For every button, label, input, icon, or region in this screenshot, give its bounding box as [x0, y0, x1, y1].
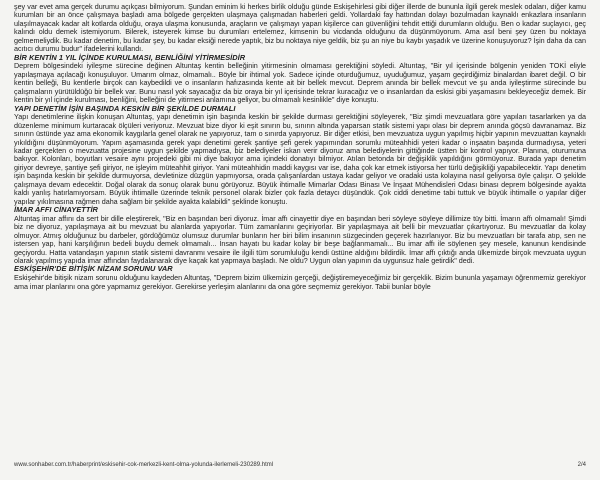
section-heading-1: BİR KENTİN 1 YIL İÇİNDE KURULMASI, BENLİĞİNİ YİTİRMESİDİR [14, 52, 246, 62]
section-heading-4: ESKİŞEHİR'DE BİTİŞİK NİZAM SORUNU VAR [14, 264, 173, 274]
section-1-paragraph: Deprem bölgesindeki iyileşme sürecine değinen Altuntaş kentin belleğinin yitirmesinin olmaması gerektiğini söyledi. Altuntaş, "Bir yıl içerisinde bölgenin yeniden TOKİ eliyle yapılaşmaya açılacağı konuşuluyor. Umarım olmaz, olmamalı.. Böyle bir ihtimal yok. Sadece içinde oturduğumuz, uyuduğumuz, yaşam geçirdiğimiz binalardan ibaret değil. O bir kentin belleği, Bu kentlerle birçok can kaybedildi ve o insanların hafızasında kente ait bir bellek mevcut. Deprem anında bir bellek mevcut ve şu anda iyileştirme sürecinde bu çalışmaların yürütüldüğü bir bellek var. Bunu nasıl yok sayacağız da biz oraya bir yıl içerisinde tekrar kuracağız ve o insanlardan da eskisi gibi yaşamasını bekleyeceğiz demek. Bir kentin bir yıl içinde kurulması, benliğini, belleğini de yitirmesi anlamına geliyor, bu olmamalı kesinlikle" diye konuştu. [14, 61, 586, 105]
footer-page-number: 2/4 [577, 462, 586, 468]
article-body [14, 3, 586, 291]
section-4-paragraph: Eskişehir'de bitişik nizam sorunu olduğunu kaydeden Altuntaş, "Deprem bizim ülkemizin gerçeği, değiştiremeyeceğimiz bir gerçeklik. Bizim bununla yaşamayı öğrenmemiz gerekiyor ama imar planlarını ona göre yapmamız gerekiyor. Gerekirse yerleşim alanlarını da ona göre seçmemiz gerekiyor. Tabii bunlar böyle [14, 273, 586, 291]
section-2-paragraph: Yapı denetimlerine ilişkin konuşan Altuntaş, yapı denetimin işin başında keskin bir şekilde durması gerektiğini söyleyerek, "Biz şimdi mevzuatlara göre yapıları tasarlarken ya da düzenleme minimum kurtaracak ölçüleri veriyoruz. Mevzuat bize diyor ki eşit sınırın bu, sınırın altında yaparsan statik sistemi yapı olası bir deprem anında göçsü davranamaz. Biz sınırın üstünde yaz ama ekonomik kaygılarla genel olarak ne yapıyoruz, tam o sınırda yapıyoruz. Bir diğer etkisi, ben mevzuatıza uygun yapılmış hiçbir yapının mevzuattan kaynaklı yıkıldığını düşünmüyorum. Yapım aşamasında gerek yapı denetimi gerek şantiye şefi gerek yapımından sorumlu müteahhidi yeteri kadar o inşaatın başında durmadıysa, yeteri kadar gerçekten o mevzuatta projesine uygun şekilde yapmadıysa, biz belediyeler iskan verir diyoruz ama belediyelerin gittiğinde üstten bir kontrol yapıyor. Planına, oturumuna bakıyor. Kolonları, boyutları vesaire aynı projedeki gibi mi diye bakıyor ama içindeki donatıyı bilmiyor. Atılan betonda bir değişiklik yapıldığını görmüyoruz. Burada yapı denetim giriyor devreye, şantiye şefi giriyor, ne işleyim müteahhit giriyor. Yani müteahhidin maddi kaygısı var ise, daha çok kar etmek istiyorsa her türlü değişikliği yapabilecektir. Yapı denetim işin başında keskin bir şekilde durmuyorsa, devletinize düzgün yapmıyorsa, orada çalışanlardan ustaya kadar geliyor ve oradaki usta kolayına nasıl geliyorsa öyle çalışır. O şekilde çalışmaya devam edecektir. Doğal olarak da sonuç olarak bunu görüyoruz. Büyük ihtimalle Mimarlar Odası Binası Ve İnşaat Mühendisleri Odası binası deprem bölgesinde ayakta kaldı yanlış hatırlamıyorsam. Büyük ihtimalle üzerinde teknik personel olarak bizler çok fazla detaycı düşündük. Çok ciddi denetime tabi tuttuk ve büyük ihtimalle o yapılar diğer yapılar yıkılmasına rağmen daha sağlam bir şekilde ayakta kalabildi" şeklinde konuştu. [14, 112, 586, 206]
section-heading-3: İMAR AFFI CİNAYETTİR [14, 205, 98, 215]
intro-paragraph: şey var evet ama gerçek durumu açıkçası bilmiyorum. Şundan eminim ki herkes birlik olduğu günde Eskişehirlesi gibi diğer illerde de bununla ilgili gerek meslek odaları, diğer kamu kurumları bir an önce çalışmaya başladı ama bölgede gerçekten ulaşmaya çalışmadan haberleri geldi. Yollardaki fay hattından dolayı bozulmadan kaynaklı enkazlara insanların ulaşılmayacak kadar alt kotlarda olduğu, oraya ulaşma konusunda, araçların ve çalışmayı yapan kişilerce can güvenliğini tehdit ettiği durumların olduğu. Ben o kadar suçlayıcı, geç kalındı oldu demek istemiyorum. Bilerek, isteyerek kimse bu durumları ertelemez, kimsenin bu vicdanda olduğunu da düşünmüyorum. Ama asıl beni şey üzen bu noktaya gelmemeliydik. Bu kadar denetim, bu kadar şey, bu kadar eksiği nerede yaptık, biz bu noktaya niye geldik, biz şu an niye bu kaybı yaşadık ve üzerine konuşuyoruz? İşin daha da can acıtıcı durumu budur" ifadelerini kullandı. [14, 2, 586, 54]
footer-url: www.sonhaber.com.tr/haberprint/eskisehir-cok-merkezli-kent-olma-yolunda-ilerlemeli-230289.html [14, 462, 274, 468]
section-3-paragraph: Altuntaş imar affını da sert bir dille eleştirerek, "Biz en başından beri diyoruz. İmar affı cinayettir diye en başından beri söyleye söyleye dillimize tüy bitti. İmarın affı olmamalı! Şimdi biz ne diyoruz, yapılaşmaya ait bu mevzuat bu alanlarda yapıyorlar. Tüm zamanlarını geçiriyorlar. Bir yapılaşmaya ait belli bir mevzuatlar çıkartıyoruz. Bu mevzuatlar da kolay olmuyor. Atmış olduğunuz bu darbeler, gördüğümüz olumsuz durumlar bunların her biri bilim insanının süzgecinden geçerek hazırlanıyor. Biz bu mevzuatları bir tarafa atıp, sen ne istersen yap, hani karşılığının bedeli buydu demek olmamalı... İnsan hayatı bu kadar kolay bir beşe bağlanmamalı... Bu imar affı ile söylenen şey mesele, kanunun kendisinde geçiyordu. Hatta vatandaşın yapının statik sistemi davranmı vesaire ile ilgili tüm sorumluluğu kendi üstüne aldığını bildirdik. İmar affı çıktığı anda ülkemizde birçok mevzuata uygun olarak yapılmış yapıda imar affından faydalanarak diye kaçak kat yapmaya başladı. Ne oldu? Uygun olan yapının da uygunsuz hale getirdik" dedi. [14, 213, 586, 266]
section-heading-2: YAPI DENETİM İŞİN BAŞINDA KESKİN BİR ŞEKİLDE DURMALI [14, 103, 236, 113]
page-footer [14, 462, 586, 468]
